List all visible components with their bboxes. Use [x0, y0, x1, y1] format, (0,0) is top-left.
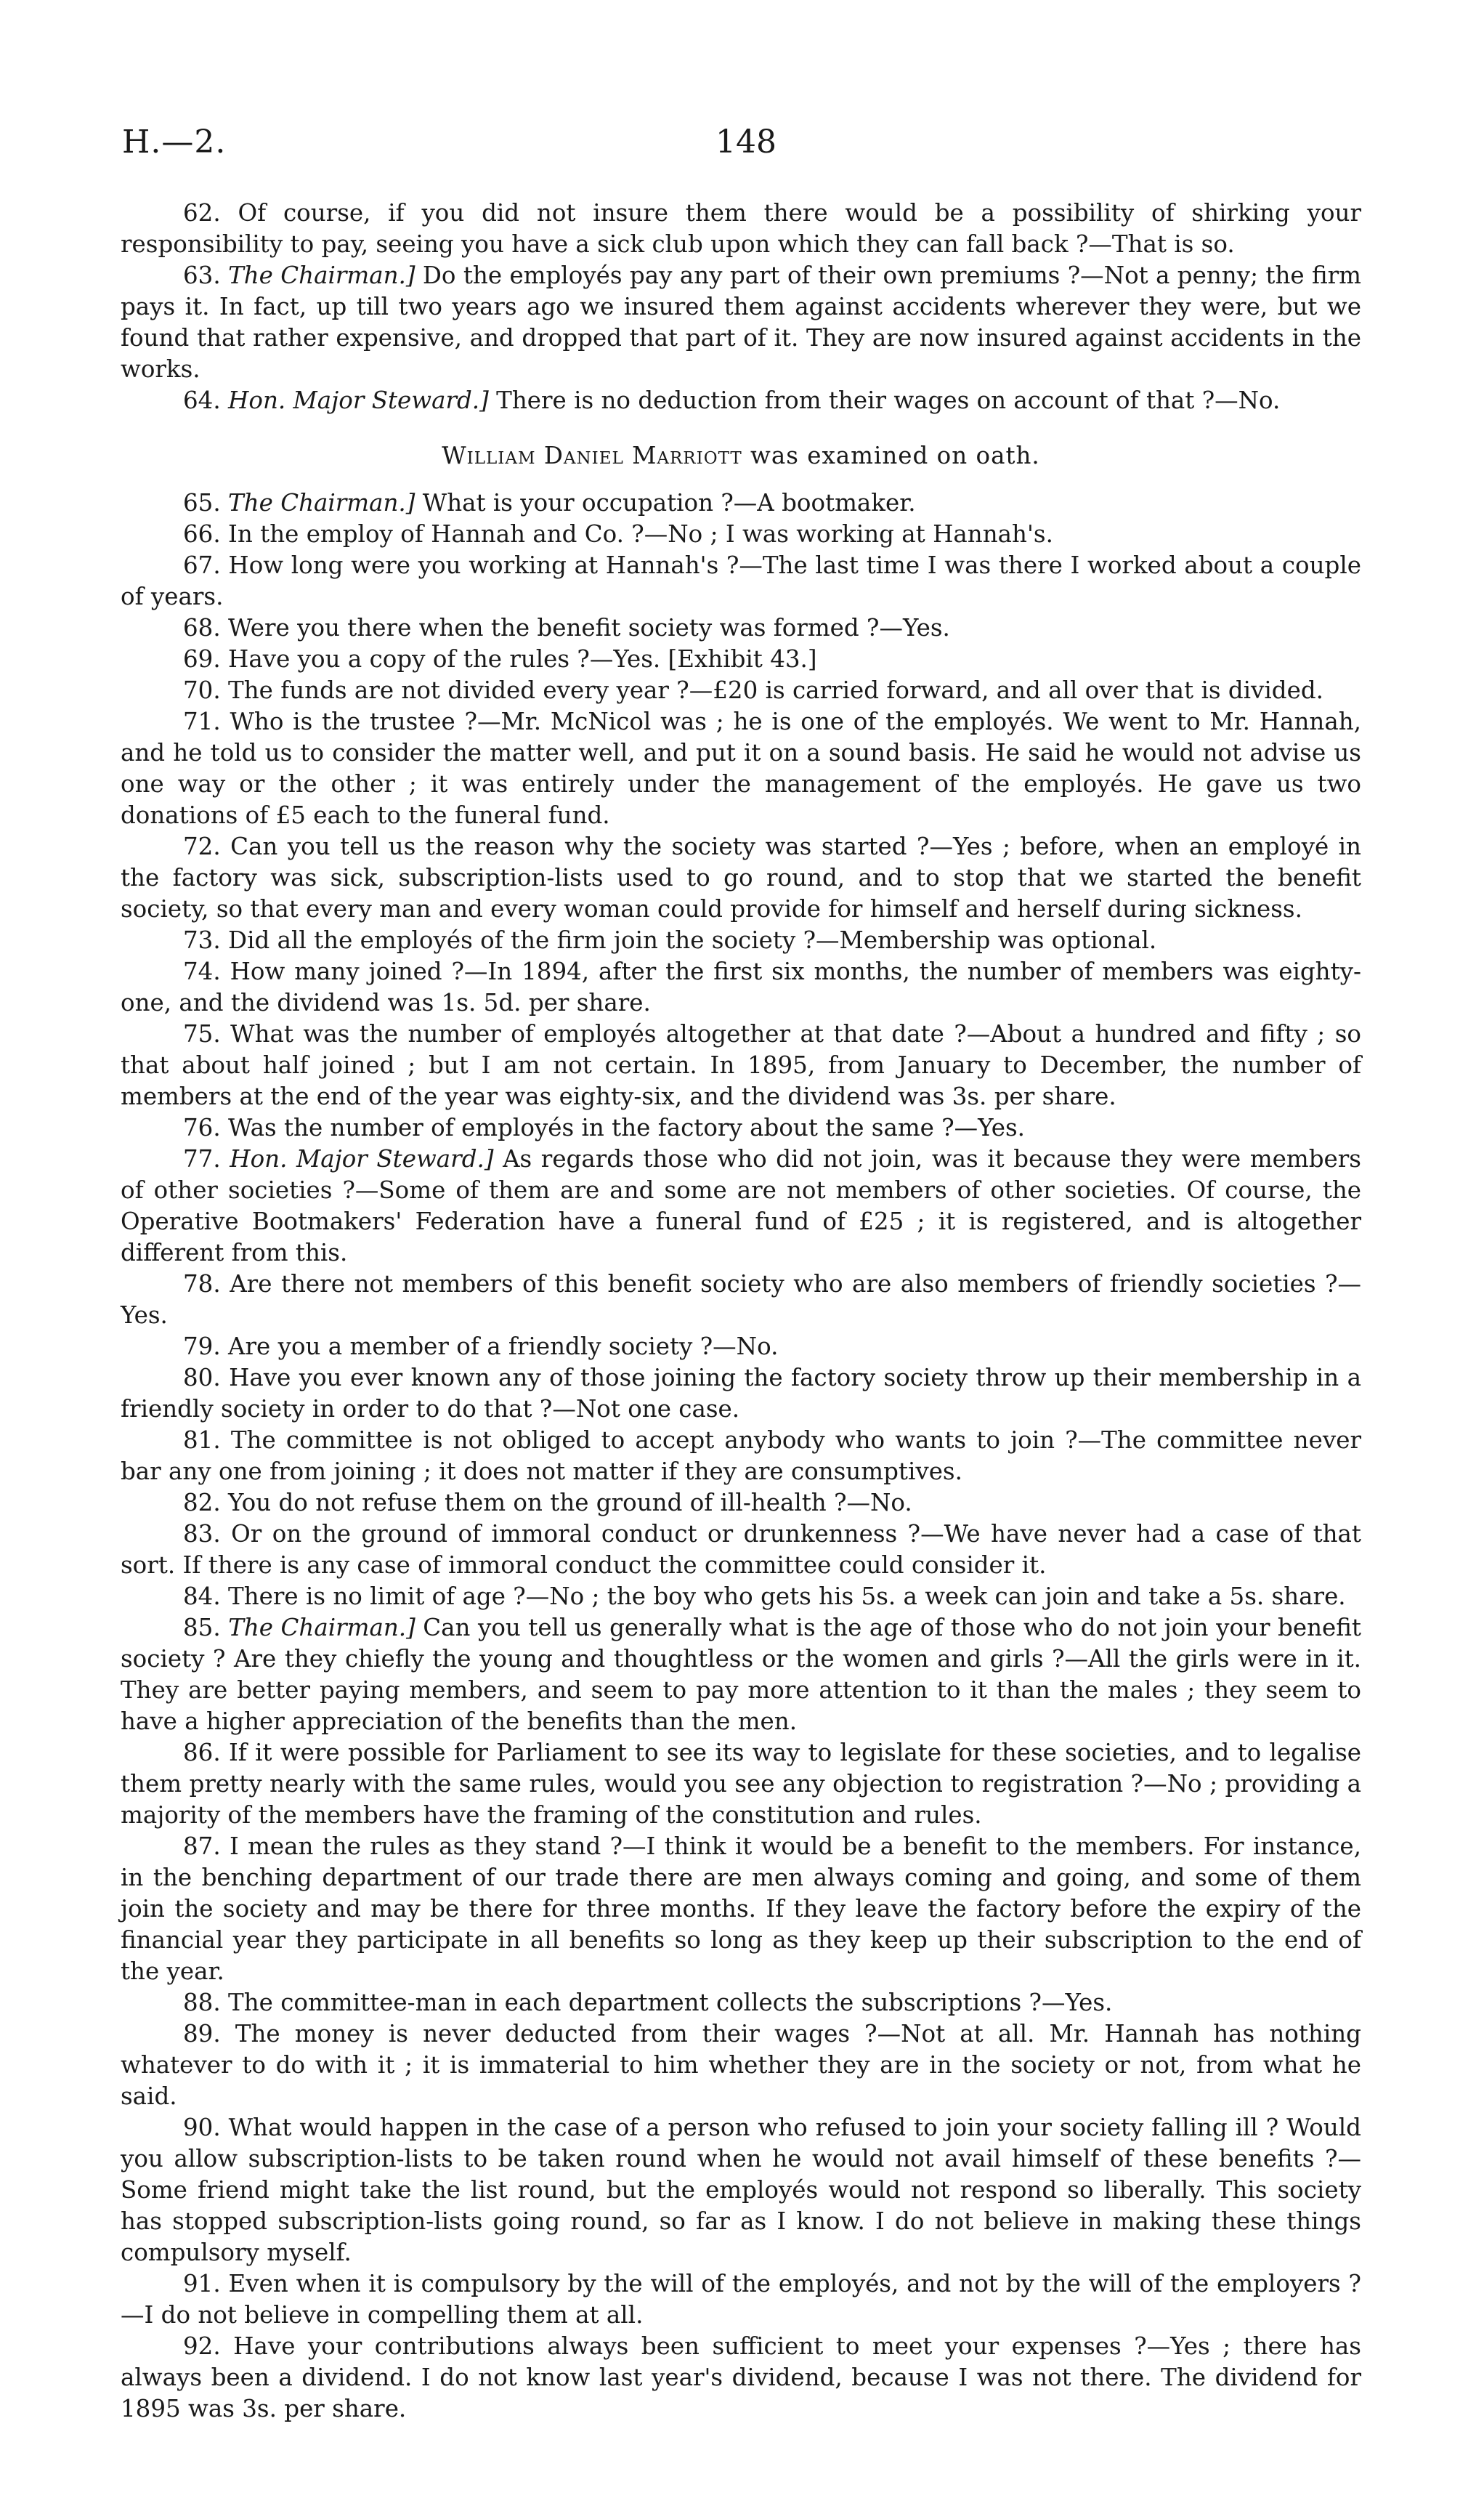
question-answer-text: How long were you working at Hannah's ?—The last time I was there I worked about a couple of years. [121, 551, 1361, 610]
question-answer-text: The committee-man in each department collects the subscriptions ?—Yes. [228, 1989, 1113, 2016]
question-number: 86. [183, 1739, 229, 1766]
question-answer-text: Even when it is compulsory by the will of the employés, and not by the will of the employers ?—I do not believe in compelling them at all. [121, 2270, 1361, 2329]
question-answer-text: Do the employés pay any part of their own premiums ?—Not a penny; the firm pays it. In fact, up till two years ago we insured them against accidents wherever they were, but we found that rather expensive, and dropped that part of it. They are now insured against accidents in the works. [121, 262, 1361, 383]
question-answer-text: What was the number of employés altogether at that date ?—About a hundred and fifty ; so that about half joined ; but I am not certain. In 1895, from January to December, the number of members at the end of the year was eighty-six, and the dividend was 3s. per share. [121, 1020, 1361, 1110]
question-number: 83. [183, 1520, 232, 1548]
question-answer-text: Can you tell us generally what is the age of those who do not join your benefit society ? Are they chiefly the young and thoughtless or the women and girls ?—All the girls were in it. They are better paying members, and seem to pay more attention to it than the males ; they seem to have a higher appreciation of the benefits than the men. [121, 1614, 1361, 1735]
question-paragraph [121, 1362, 1361, 1425]
question-answer-text: If it were possible for Parliament to see its way to legislate for these societies, and to legalise them pretty nearly with the same rules, would you see any objection to registration ?—No ; providing a majority of the members have the framing of the constitution and rules. [121, 1739, 1361, 1829]
question-number: 68. [183, 614, 229, 642]
question-paragraph [121, 1331, 1361, 1362]
question-number: 66. [183, 520, 229, 548]
question-number: 74. [183, 958, 230, 985]
question-paragraph [121, 1581, 1361, 1612]
question-answer-text: There is no limit of age ?—No ; the boy who gets his 5s. a week can join and take a 5s. share. [228, 1583, 1346, 1610]
question-paragraph [121, 1269, 1361, 1331]
question-paragraph [121, 488, 1361, 519]
question-answer-text: Have your contributions always been sufficient to meet your expenses ?—Yes ; there has always been a dividend. I do not know last year's dividend, because I was not there. The dividend for 1895 was 3s. per share. [121, 2332, 1361, 2422]
question-answer-text: As regards those who did not join, was it because they were members of other societies ?—Some of them are and some are not members of other societies. Of course, the Operative Bootmakers' Federation have a funeral fund of £25 ; it is registered, and is altogether different from this. [121, 1145, 1361, 1266]
question-number: 87. [183, 1832, 230, 1860]
question-paragraph [121, 1737, 1361, 1831]
question-answer-text: Can you tell us the reason why the society was started ?—Yes ; before, when an employé in the factory was sick, subscription-lists used to go round, and to stop that we started the benefit society, so that every man and every woman could provide for himself and herself during sickness. [121, 833, 1361, 923]
question-number: 62. [183, 199, 238, 227]
question-number: 71. [183, 708, 230, 735]
question-number: 72. [183, 833, 231, 860]
question-paragraph [121, 831, 1361, 925]
question-paragraph [121, 519, 1361, 550]
speaker-label: The Chairman.] [228, 1614, 415, 1641]
question-paragraph [121, 1425, 1361, 1487]
question-paragraph [121, 1612, 1361, 1737]
question-answer-text: In the employ of Hannah and Co. ?—No ; I was working at Hannah's. [228, 520, 1053, 548]
question-paragraph [121, 1519, 1361, 1581]
question-answer-text: Are there not members of this benefit society who are also members of friendly societies ?—Yes. [121, 1270, 1361, 1329]
question-number: 89. [183, 2020, 235, 2048]
question-answer-text: I mean the rules as they stand ?—I think it would be a benefit to the members. For instance, in the benching department of our trade there are men always coming and going, and some of them join the society and may be there for three months. If they leave the factory before the expiry of the financial year they participate in all benefits so long as they keep up their subscription to the end of the year. [121, 1832, 1361, 1985]
question-answer-text: What would happen in the case of a person who refused to join your society falling ill ? Would you allow subscription-lists to be taken round when he would not avail himself of these benefits ?—Some friend might take the list round, but the employés would not respond so liberally. This society has stopped subscription-lists going round, so far as I know. I do not believe in making these things compulsory myself. [121, 2114, 1361, 2266]
witness-name: William Daniel Marriott [442, 442, 742, 469]
question-answer-text: Who is the trustee ?—Mr. McNicol was ; he is one of the employés. We went to Mr. Hannah, and he told us to consider the matter well, and put it on a sound basis. He said he would not advise us one way or the other ; it was entirely under the management of the employés. He gave us two donations of £5 each to the funeral fund. [121, 708, 1361, 829]
question-answer-text: How many joined ?—In 1894, after the first six months, the number of members was eighty-one, and the dividend was 1s. 5d. per share. [121, 958, 1361, 1016]
question-paragraph [121, 613, 1361, 644]
question-number: 79. [183, 1333, 229, 1360]
question-paragraph [121, 2112, 1361, 2268]
question-number: 77. [183, 1145, 230, 1173]
witness-heading-rest: was examined on oath. [742, 442, 1040, 469]
question-answer-text: Are you a member of a friendly society ?—No. [228, 1333, 779, 1360]
question-paragraph [121, 1112, 1361, 1144]
question-paragraph [121, 644, 1361, 675]
question-paragraph [121, 1987, 1361, 2018]
question-number: 88. [183, 1989, 229, 2016]
question-number: 76. [183, 1114, 229, 1141]
question-paragraph [121, 706, 1361, 831]
question-paragraph [121, 2018, 1361, 2112]
evidence-text [121, 198, 1361, 2425]
speaker-label: The Chairman.] [228, 262, 415, 289]
evidence-section-marriott [121, 488, 1361, 2425]
question-number: 92. [183, 2332, 234, 2360]
question-answer-text: You do not refuse them on the ground of ill-health ?—No. [228, 1489, 912, 1516]
question-answer-text: Did all the employés of the firm join the society ?—Membership was optional. [228, 926, 1157, 954]
question-answer-text: The funds are not divided every year ?—£20 is carried forward, and all over that is divided. [228, 676, 1323, 704]
question-paragraph [121, 385, 1361, 416]
page-number: 148 [715, 124, 777, 161]
question-paragraph [121, 956, 1361, 1019]
question-answer-text: Have you ever known any of those joining the factory society throw up their membership in a friendly society in order to do that ?—Not one case. [121, 1364, 1361, 1423]
page-header [0, 124, 1484, 174]
question-paragraph [121, 198, 1361, 260]
question-answer-text: Was the number of employés in the factory about the same ?—Yes. [228, 1114, 1026, 1141]
witness-heading [121, 440, 1361, 472]
document-reference: H.—2. [122, 124, 227, 161]
question-number: 70. [183, 676, 229, 704]
question-paragraph [121, 1831, 1361, 1987]
question-paragraph [121, 1487, 1361, 1519]
question-answer-text: What is your occupation ?—A bootmaker. [415, 489, 916, 517]
speaker-label: Hon. Major Steward.] [228, 387, 489, 414]
question-number: 65. [183, 489, 229, 517]
question-answer-text: Of course, if you did not insure them there would be a possibility of shirking your responsibility to pay, seeing you have a sick club upon which they can fall back ?—That is so. [121, 199, 1361, 258]
question-number: 84. [183, 1583, 229, 1610]
question-number: 64. [183, 387, 229, 414]
question-paragraph [121, 550, 1361, 613]
question-paragraph [121, 1019, 1361, 1112]
question-number: 67. [183, 551, 229, 579]
question-answer-text: Or on the ground of immoral conduct or drunkenness ?—We have never had a case of that sort. If there is any case of immoral conduct the committee could consider it. [121, 1520, 1361, 1579]
question-paragraph [121, 675, 1361, 706]
question-number: 69. [183, 645, 229, 673]
question-number: 82. [183, 1489, 229, 1516]
question-number: 75. [183, 1020, 231, 1048]
question-paragraph [121, 2331, 1361, 2425]
question-number: 78. [183, 1270, 230, 1298]
question-answer-text: Were you there when the benefit society was formed ?—Yes. [228, 614, 950, 642]
question-number: 91. [183, 2270, 229, 2297]
question-number: 63. [183, 262, 229, 289]
question-number: 80. [183, 1364, 230, 1391]
question-answer-text: The money is never deducted from their wages ?—Not at all. Mr. Hannah has nothing whatever to do with it ; it is immaterial to him whether they are in the society or not, from what he said. [121, 2020, 1361, 2110]
question-answer-text: There is no deduction from their wages on account of that ?—No. [488, 387, 1281, 414]
question-paragraph [121, 1144, 1361, 1269]
question-paragraph [121, 2268, 1361, 2331]
question-answer-text: Have you a copy of the rules ?—Yes. [Exhibit 43.] [228, 645, 817, 673]
question-number: 85. [183, 1614, 229, 1641]
question-answer-text: The committee is not obliged to accept anybody who wants to join ?—The committee never bar any one from joining ; it does not matter if they are consumptives. [121, 1426, 1361, 1485]
question-number: 90. [183, 2114, 229, 2141]
question-number: 73. [183, 926, 229, 954]
question-number: 81. [183, 1426, 231, 1454]
speaker-label: Hon. Major Steward.] [230, 1145, 494, 1173]
question-paragraph [121, 925, 1361, 956]
question-paragraph [121, 260, 1361, 385]
evidence-section-previous-witness [121, 198, 1361, 416]
speaker-label: The Chairman.] [228, 489, 415, 517]
